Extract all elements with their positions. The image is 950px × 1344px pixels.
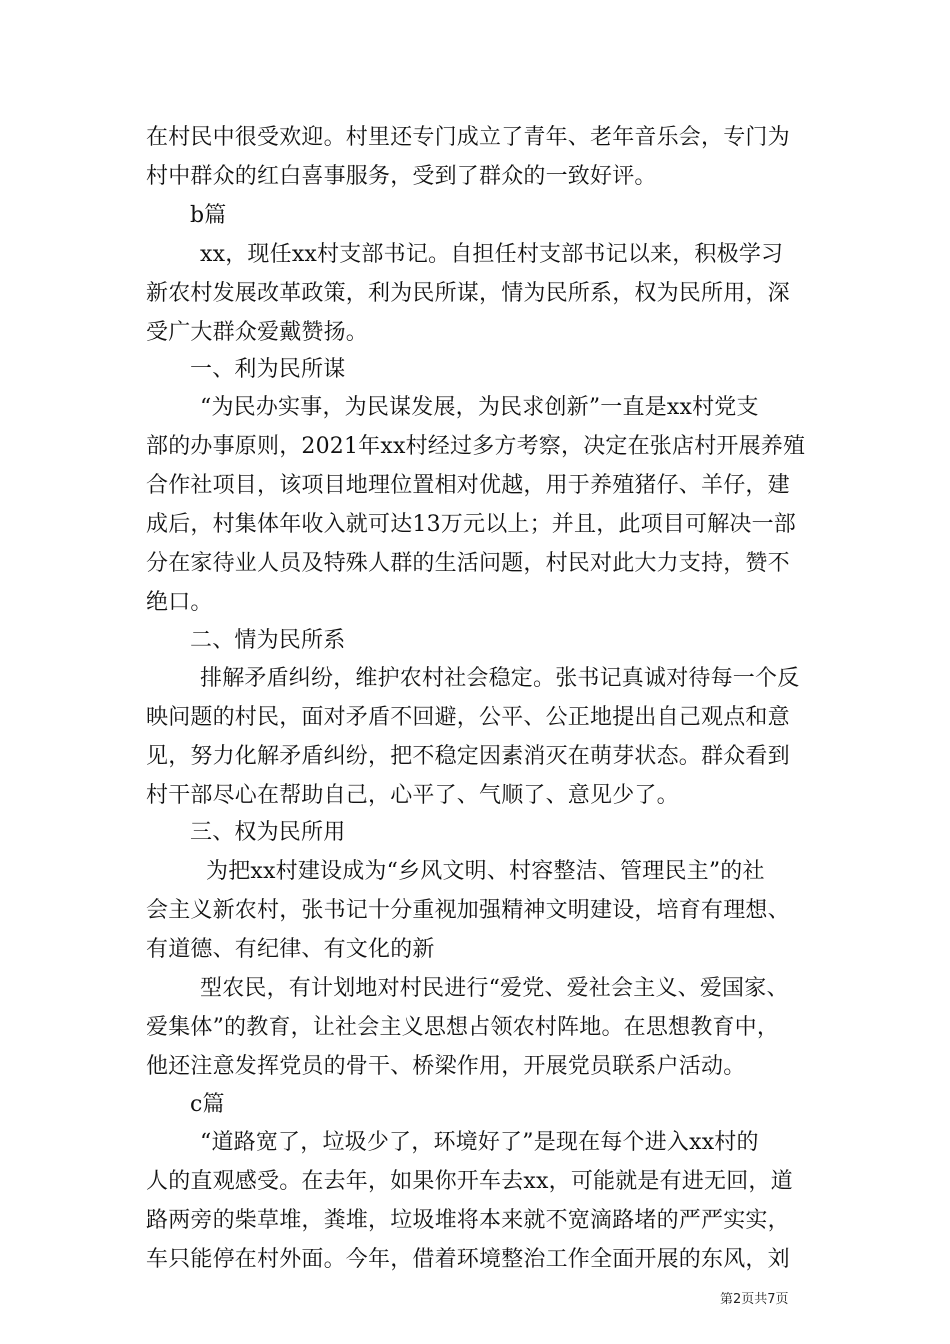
subheading-2: 二、情为民所系 xyxy=(190,628,346,653)
paragraph-line: 见，努力化解矛盾纠纷，把不稳定因素消灭在萌芽状态。群众看到 xyxy=(146,744,790,769)
paragraph-line: 爱集体”的教育，让社会主义思想占领农村阵地。在思想教育中， xyxy=(146,1015,780,1040)
paragraph-line: 部的办事原则，2021年xx村经过多方考察，决定在张店村开展养殖 xyxy=(146,434,806,459)
paragraph-line: 他还注意发挥党员的骨干、桥梁作用，开展党员联系户活动。 xyxy=(146,1054,746,1079)
paragraph-line: 分在家待业人员及特殊人群的生活问题，村民对此大力支持，赞不 xyxy=(146,551,790,576)
paragraph-line: 映问题的村民，面对矛盾不回避，公平、公正地提出自己观点和意 xyxy=(146,705,790,730)
paragraph-line: 会主义新农村，张书记十分重视加强精神文明建设，培育有理想、 xyxy=(146,898,790,923)
paragraph-line: 路两旁的柴草堆，粪堆，垃圾堆将本来就不宽滴路堵的严严实实， xyxy=(146,1208,790,1233)
paragraph-line: 车只能停在村外面。今年，借着环境整治工作全面开展的东风，刘 xyxy=(146,1247,790,1272)
section-heading-c: c篇 xyxy=(190,1092,225,1117)
subheading-3: 三、权为民所用 xyxy=(190,820,346,845)
paragraph-line: 人的直观感受。在去年，如果你开车去xx，可能就是有进无回，道 xyxy=(146,1169,793,1194)
paragraph-line: 有道德、有纪律、有文化的新 xyxy=(146,937,435,962)
paragraph-line: 排解矛盾纠纷，维护农村社会稳定。张书记真诚对待每一个反 xyxy=(200,666,800,691)
paragraph-line: 村干部尽心在帮助自己，心平了、气顺了、意见少了。 xyxy=(146,783,679,808)
paragraph-line: 在村民中很受欢迎。村里还专门成立了青年、老年音乐会，专门为 xyxy=(146,125,790,150)
paragraph-line: 绝口。 xyxy=(146,590,213,615)
paragraph-line: xx，现任xx村支部书记。自担任村支部书记以来，积极学习 xyxy=(200,242,784,267)
paragraph-line: “为民办实事，为民谋发展，为民求创新”一直是xx村党支 xyxy=(200,395,759,420)
paragraph-line: 村中群众的红白喜事服务，受到了群众的一致好评。 xyxy=(146,164,657,189)
section-heading-b: b篇 xyxy=(190,203,227,228)
paragraph-line: 成后，村集体年收入就可达13万元以上；并且，此项目可解决一部 xyxy=(146,512,796,537)
paragraph-line: 新农村发展改革政策，利为民所谋，情为民所系，权为民所用，深 xyxy=(146,281,790,306)
subheading-1: 一、利为民所谋 xyxy=(190,357,346,382)
paragraph-line: 合作社项目，该项目地理位置相对优越，用于养殖猪仔、羊仔，建 xyxy=(146,473,790,498)
paragraph-line: 为把xx村建设成为“乡风文明、村容整洁、管理民主”的社 xyxy=(206,859,765,884)
page-number: 第2页共7页 xyxy=(720,1292,789,1307)
paragraph-line: “道路宽了，垃圾少了，环境好了”是现在每个进入xx村的 xyxy=(200,1130,759,1155)
paragraph-line: 型农民，有计划地对村民进行“爱党、爱社会主义、爱国家、 xyxy=(200,976,789,1001)
paragraph-line: 受广大群众爱戴赞扬。 xyxy=(146,320,369,345)
